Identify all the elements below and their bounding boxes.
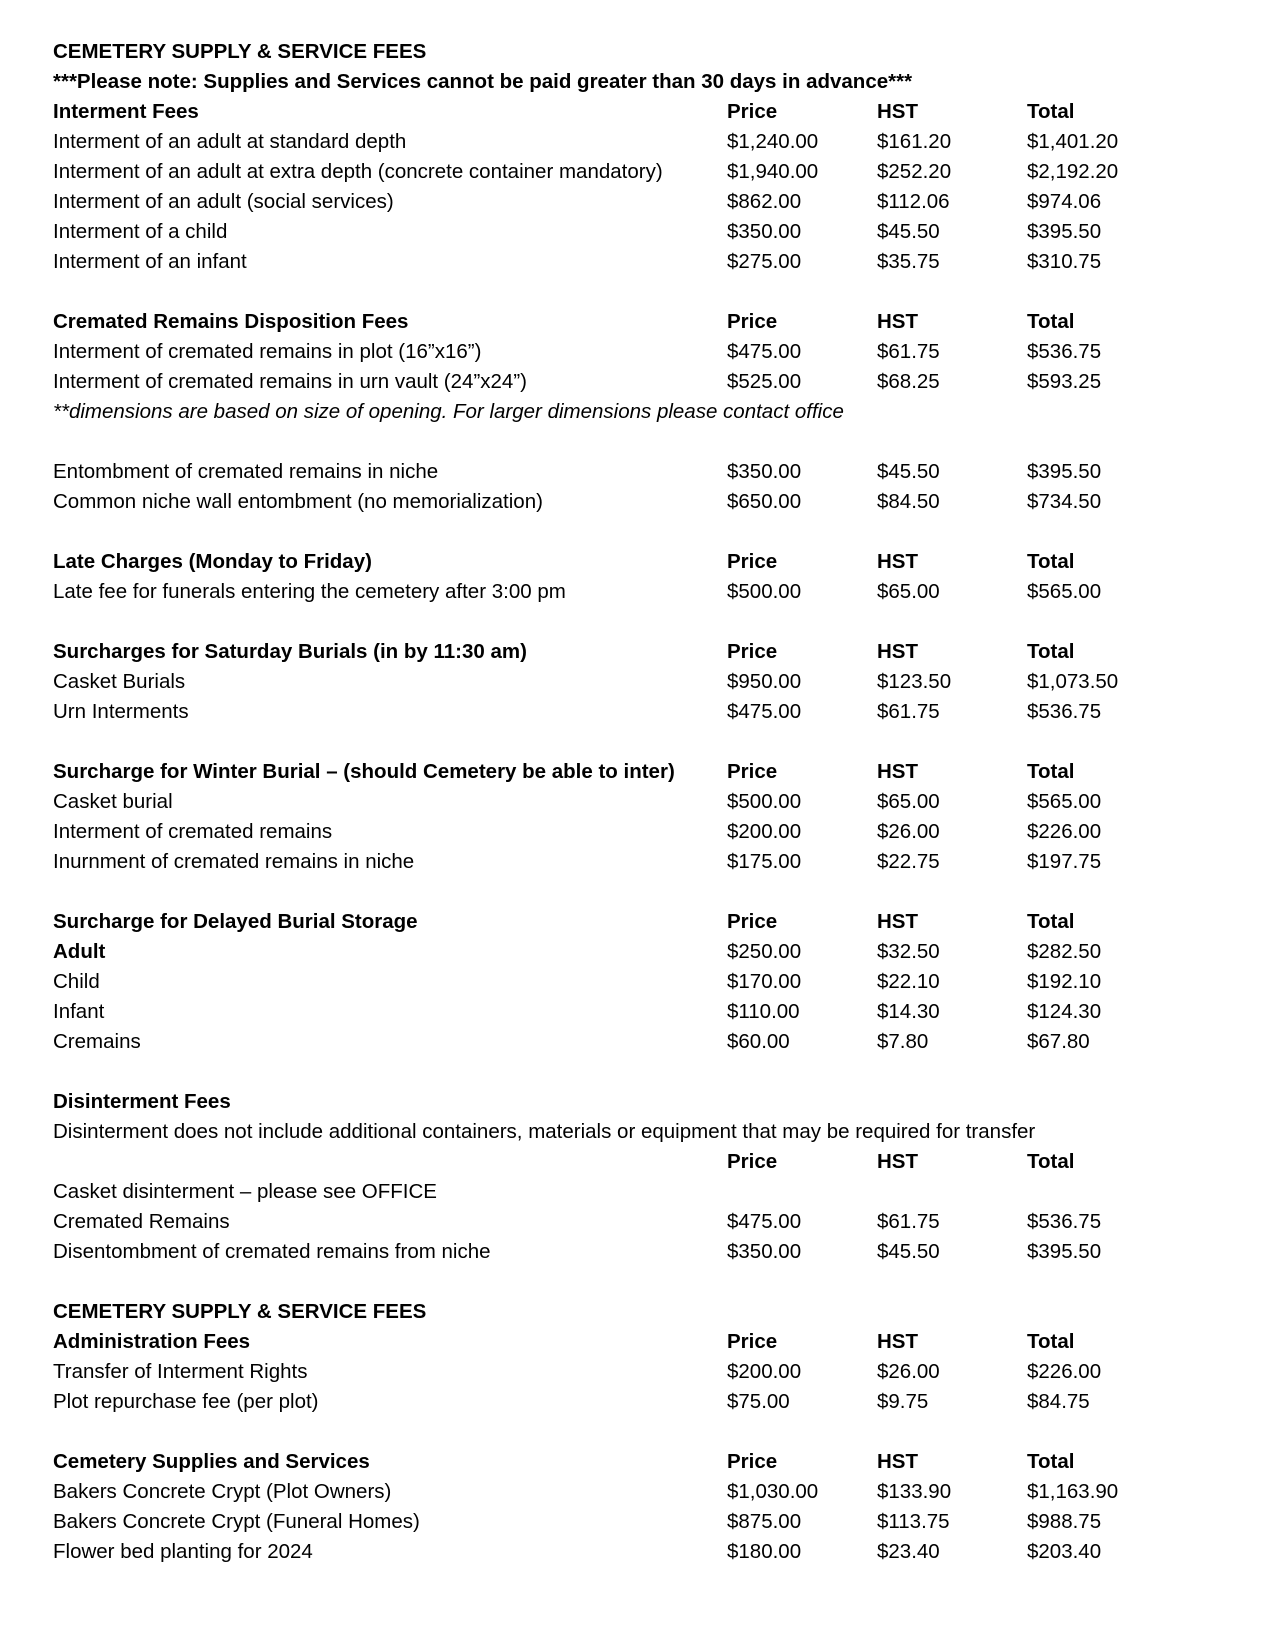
advance-payment-notice: ***Please note: Supplies and Services cannot be paid greater than 30 days in advance*** <box>53 70 913 93</box>
fee-hst: $26.00 <box>877 1360 940 1383</box>
section-heading: Cemetery Supplies and Services <box>53 1450 370 1473</box>
fee-total: $226.00 <box>1027 820 1102 843</box>
fee-price: $350.00 <box>727 220 802 243</box>
fee-label: Interment of cremated remains <box>53 820 333 843</box>
fee-hst: $45.50 <box>877 460 940 483</box>
fee-row <box>53 1387 1275 1417</box>
fee-price: $500.00 <box>727 790 802 813</box>
hst-column-header: HST <box>877 1450 918 1473</box>
fee-label: Casket Burials <box>53 670 186 693</box>
price-column-header: Price <box>727 760 778 783</box>
fee-total: $124.30 <box>1027 1000 1102 1023</box>
fee-price: $350.00 <box>727 460 802 483</box>
fee-total: $565.00 <box>1027 790 1102 813</box>
fee-hst: $26.00 <box>877 820 940 843</box>
fee-hst: $61.75 <box>877 340 940 363</box>
fee-price: $60.00 <box>727 1030 790 1053</box>
fee-label: Interment of a child <box>53 220 228 243</box>
fee-row <box>53 667 1275 697</box>
admin-header-row <box>53 1327 1275 1357</box>
fee-total: $988.75 <box>1027 1510 1102 1533</box>
fee-price: $862.00 <box>727 190 802 213</box>
fee-row <box>53 1027 1275 1057</box>
fee-row <box>53 1357 1275 1387</box>
fee-row <box>53 487 1275 517</box>
fee-price: $200.00 <box>727 1360 802 1383</box>
fee-price: $1,940.00 <box>727 160 819 183</box>
fee-label: Entombment of cremated remains in niche <box>53 460 439 483</box>
fee-hst: $9.75 <box>877 1390 929 1413</box>
fee-total: $1,401.20 <box>1027 130 1119 153</box>
fee-total: $395.50 <box>1027 460 1102 483</box>
fee-row <box>53 1237 1275 1267</box>
fee-label: Cremated Remains <box>53 1210 230 1233</box>
price-column-header: Price <box>727 310 778 333</box>
fee-row <box>53 457 1275 487</box>
fee-price: $200.00 <box>727 820 802 843</box>
fee-label: Urn Interments <box>53 700 189 723</box>
fee-total: $734.50 <box>1027 490 1102 513</box>
fee-total: $203.40 <box>1027 1540 1102 1563</box>
hst-column-header: HST <box>877 1150 918 1173</box>
price-column-header: Price <box>727 1330 778 1353</box>
fee-hst: $22.10 <box>877 970 940 993</box>
price-column-header: Price <box>727 550 778 573</box>
fee-row <box>53 787 1275 817</box>
fee-hst: $23.40 <box>877 1540 940 1563</box>
section-heading: Late Charges (Monday to Friday) <box>53 550 372 573</box>
fee-label: Child <box>53 970 100 993</box>
interment-header-row <box>53 97 1275 127</box>
total-column-header: Total <box>1027 910 1075 933</box>
fee-total: $226.00 <box>1027 1360 1102 1383</box>
fee-label: Plot repurchase fee (per plot) <box>53 1390 319 1413</box>
fee-row <box>53 997 1275 1027</box>
casket-disinterment-line: Casket disinterment – please see OFFICE <box>53 1180 437 1203</box>
fee-label: Late fee for funerals entering the cemetery after 3:00 pm <box>53 580 566 603</box>
disinterment-header-row <box>53 1147 1275 1177</box>
section-heading: Surcharge for Winter Burial – (should Cemetery be able to inter) <box>53 760 675 783</box>
price-column-header: Price <box>727 640 778 663</box>
fee-label: Bakers Concrete Crypt (Funeral Homes) <box>53 1510 420 1533</box>
price-column-header: Price <box>727 910 778 933</box>
total-column-header: Total <box>1027 550 1075 573</box>
fee-total: $310.75 <box>1027 250 1102 273</box>
fee-hst: $68.25 <box>877 370 940 393</box>
fee-row <box>53 217 1275 247</box>
hst-column-header: HST <box>877 100 918 123</box>
fee-row <box>53 967 1275 997</box>
fee-label: Interment of an adult at extra depth (concrete container mandatory) <box>53 160 663 183</box>
dimensions-note: **dimensions are based on size of opening. For larger dimensions please contact office <box>53 400 844 423</box>
total-column-header: Total <box>1027 640 1075 663</box>
fee-total: $974.06 <box>1027 190 1102 213</box>
fee-hst: $133.90 <box>877 1480 952 1503</box>
fee-price: $180.00 <box>727 1540 802 1563</box>
fee-total: $282.50 <box>1027 940 1102 963</box>
fee-label: Flower bed planting for 2024 <box>53 1540 313 1563</box>
total-column-header: Total <box>1027 100 1075 123</box>
fee-row <box>53 1537 1275 1567</box>
hst-column-header: HST <box>877 760 918 783</box>
fee-price: $875.00 <box>727 1510 802 1533</box>
fee-hst: $65.00 <box>877 580 940 603</box>
fee-total: $1,073.50 <box>1027 670 1119 693</box>
fee-total: $536.75 <box>1027 340 1102 363</box>
winter-header-row <box>53 757 1275 787</box>
delayed-header-row <box>53 907 1275 937</box>
fee-price: $350.00 <box>727 1240 802 1263</box>
fee-label: Casket burial <box>53 790 173 813</box>
fee-row <box>53 697 1275 727</box>
fee-price: $110.00 <box>727 1000 800 1023</box>
fee-label: Interment of an adult at standard depth <box>53 130 407 153</box>
fee-label: Bakers Concrete Crypt (Plot Owners) <box>53 1480 392 1503</box>
fee-price: $1,030.00 <box>727 1480 819 1503</box>
fee-row <box>53 847 1275 877</box>
fee-row <box>53 1507 1275 1537</box>
section-heading: Surcharges for Saturday Burials (in by 11:30 am) <box>53 640 527 663</box>
fee-total: $536.75 <box>1027 700 1102 723</box>
fee-total: $395.50 <box>1027 220 1102 243</box>
fee-hst: $123.50 <box>877 670 952 693</box>
fee-price: $250.00 <box>727 940 802 963</box>
fee-label: Interment of an adult (social services) <box>53 190 394 213</box>
price-column-header: Price <box>727 1450 778 1473</box>
fee-row <box>53 247 1275 277</box>
fee-hst: $61.75 <box>877 700 940 723</box>
fee-price: $475.00 <box>727 340 802 363</box>
fee-row <box>53 367 1275 397</box>
section-heading: Disinterment Fees <box>53 1090 231 1113</box>
disinterment-note: Disinterment does not include additional containers, materials or equipment that may be required for transfer <box>53 1120 1036 1143</box>
fee-label: Infant <box>53 1000 105 1023</box>
fee-row <box>53 1477 1275 1507</box>
fee-total: $192.10 <box>1027 970 1102 993</box>
fee-price: $170.00 <box>727 970 802 993</box>
fee-row <box>53 157 1275 187</box>
section-heading: Interment Fees <box>53 100 199 123</box>
fee-label: Disentombment of cremated remains from niche <box>53 1240 491 1263</box>
fee-row <box>53 127 1275 157</box>
document-title-repeat: CEMETERY SUPPLY & SERVICE FEES <box>53 1300 427 1323</box>
fee-hst: $65.00 <box>877 790 940 813</box>
fee-total: $67.80 <box>1027 1030 1090 1053</box>
fee-label: Interment of cremated remains in plot (16”x16”) <box>53 340 482 363</box>
fee-label: Interment of an infant <box>53 250 247 273</box>
fee-hst: $252.20 <box>877 160 952 183</box>
section-heading: Cremated Remains Disposition Fees <box>53 310 409 333</box>
total-column-header: Total <box>1027 760 1075 783</box>
fee-row <box>53 337 1275 367</box>
fee-total: $536.75 <box>1027 1210 1102 1233</box>
fee-label: Adult <box>53 940 106 963</box>
saturday-header-row <box>53 637 1275 667</box>
fee-hst: $45.50 <box>877 1240 940 1263</box>
fee-hst: $61.75 <box>877 1210 940 1233</box>
fee-hst: $32.50 <box>877 940 940 963</box>
section-heading: Surcharge for Delayed Burial Storage <box>53 910 418 933</box>
fee-price: $75.00 <box>727 1390 790 1413</box>
fee-hst: $161.20 <box>877 130 952 153</box>
supplies-header-row <box>53 1447 1275 1477</box>
fee-total: $593.25 <box>1027 370 1102 393</box>
fee-row <box>53 1207 1275 1237</box>
cremated-header-row <box>53 307 1275 337</box>
fee-price: $475.00 <box>727 1210 802 1233</box>
hst-column-header: HST <box>877 310 918 333</box>
fee-hst: $22.75 <box>877 850 940 873</box>
fee-price: $525.00 <box>727 370 802 393</box>
fee-price: $650.00 <box>727 490 802 513</box>
fee-hst: $35.75 <box>877 250 940 273</box>
fee-hst: $14.30 <box>877 1000 940 1023</box>
hst-column-header: HST <box>877 640 918 663</box>
fee-label: Interment of cremated remains in urn vault (24”x24”) <box>53 370 527 393</box>
hst-column-header: HST <box>877 1330 918 1353</box>
fee-row <box>53 577 1275 607</box>
fee-label: Common niche wall entombment (no memorialization) <box>53 490 543 513</box>
fee-total: $565.00 <box>1027 580 1102 603</box>
fee-label: Inurnment of cremated remains in niche <box>53 850 415 873</box>
fee-total: $395.50 <box>1027 1240 1102 1263</box>
fee-price: $475.00 <box>727 700 802 723</box>
fee-row <box>53 187 1275 217</box>
total-column-header: Total <box>1027 1450 1075 1473</box>
document-title: CEMETERY SUPPLY & SERVICE FEES <box>53 40 427 63</box>
total-column-header: Total <box>1027 310 1075 333</box>
total-column-header: Total <box>1027 1150 1075 1173</box>
fee-row <box>53 937 1275 967</box>
fee-total: $2,192.20 <box>1027 160 1119 183</box>
fee-hst: $45.50 <box>877 220 940 243</box>
total-column-header: Total <box>1027 1330 1075 1353</box>
fee-price: $275.00 <box>727 250 802 273</box>
fee-hst: $113.75 <box>877 1510 950 1533</box>
fee-total: $197.75 <box>1027 850 1102 873</box>
fee-hst: $112.06 <box>877 190 950 213</box>
hst-column-header: HST <box>877 910 918 933</box>
price-column-header: Price <box>727 1150 778 1173</box>
hst-column-header: HST <box>877 550 918 573</box>
fee-price: $1,240.00 <box>727 130 819 153</box>
fee-hst: $84.50 <box>877 490 940 513</box>
fee-label: Cremains <box>53 1030 141 1053</box>
fee-total: $1,163.90 <box>1027 1480 1119 1503</box>
fee-total: $84.75 <box>1027 1390 1090 1413</box>
fee-label: Transfer of Interment Rights <box>53 1360 308 1383</box>
fee-hst: $7.80 <box>877 1030 929 1053</box>
fee-price: $175.00 <box>727 850 802 873</box>
fee-price: $950.00 <box>727 670 802 693</box>
price-column-header: Price <box>727 100 778 123</box>
fee-price: $500.00 <box>727 580 802 603</box>
late-header-row <box>53 547 1275 577</box>
section-heading: Administration Fees <box>53 1330 251 1353</box>
fee-row <box>53 817 1275 847</box>
